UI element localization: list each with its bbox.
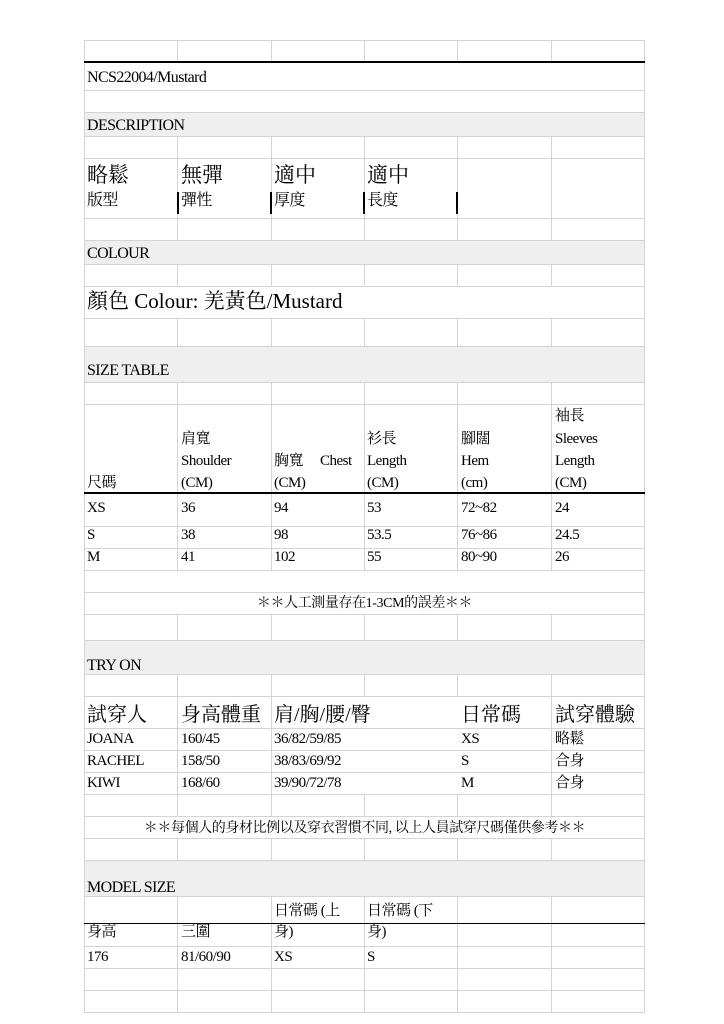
size-table-note: ＊＊人工測量存在1-3CM的誤差＊＊ xyxy=(256,596,473,611)
col-hem-en: Hem xyxy=(461,453,489,469)
try-on-cell: 39/90/72/78 xyxy=(274,775,342,791)
size-cell: S xyxy=(87,527,95,543)
col-hem-unit: (cm) xyxy=(461,475,488,491)
size-cell: M xyxy=(87,549,100,565)
col-sleeves-en2: Length xyxy=(555,453,595,469)
try-on-cell: 158/50 xyxy=(181,753,220,769)
try-on-note: ＊＊每個人的身材比例以及穿衣習慣不同, 以上人員試穿尺碼僅供參考＊＊ xyxy=(143,821,586,836)
spec-sheet xyxy=(84,40,645,1012)
try-on-cell: M xyxy=(461,775,474,791)
model-col-top-line2: 身) xyxy=(274,924,293,940)
try-on-col-feedback: 試穿體驗 xyxy=(555,704,635,726)
model-cell: 81/60/90 xyxy=(181,949,231,965)
try-on-band xyxy=(84,640,645,674)
col-sleeves-unit: (CM) xyxy=(555,475,587,491)
try-on-heading: TRY ON xyxy=(87,657,142,674)
product-code: NCS22004/Mustard xyxy=(87,69,207,86)
title-top-rule xyxy=(84,61,645,63)
try-on-cell: 36/82/59/85 xyxy=(274,731,342,747)
model-size-heading: MODEL SIZE xyxy=(87,879,176,896)
size-cell: 102 xyxy=(274,549,295,565)
size-table-heading: SIZE TABLE xyxy=(87,362,169,379)
size-cell: 36 xyxy=(181,500,195,516)
colour-value: 顏色 Colour: 羌黃色/Mustard xyxy=(87,289,343,313)
col-length-unit: (CM) xyxy=(367,475,399,491)
try-on-cell: XS xyxy=(461,731,480,747)
col-shoulder-unit: (CM) xyxy=(181,475,213,491)
attr-thickness-label: 厚度 xyxy=(274,192,305,209)
model-header-rule xyxy=(84,923,645,924)
size-cell: 26 xyxy=(555,549,569,565)
size-cell: 72~82 xyxy=(461,500,497,516)
size-cell: 76~86 xyxy=(461,527,497,543)
try-on-col-size: 日常碼 xyxy=(461,704,521,726)
attr-fit-value: 略鬆 xyxy=(87,163,129,187)
attr-divider xyxy=(456,192,458,214)
col-hem-zh: 腳闊 xyxy=(461,431,491,447)
size-cell: 24.5 xyxy=(555,527,580,543)
col-sleeves-zh: 袖長 xyxy=(555,408,585,424)
col-length-zh: 衫長 xyxy=(367,431,397,447)
size-cell: XS xyxy=(87,500,106,516)
col-chest-unit: (CM) xyxy=(274,475,306,491)
try-on-cell: 38/83/69/92 xyxy=(274,753,342,769)
col-size: 尺碼 xyxy=(87,475,117,491)
size-header-rule xyxy=(84,492,645,494)
attr-stretch-label: 彈性 xyxy=(181,192,212,209)
attr-fit-label: 版型 xyxy=(87,192,118,209)
col-shoulder-en: Shoulder xyxy=(181,453,232,469)
attr-thickness-value: 適中 xyxy=(274,163,316,187)
model-col-top-line1: 日常碼 (上 xyxy=(274,903,340,919)
attr-length-value: 適中 xyxy=(367,163,409,187)
col-shoulder-zh: 肩寬 xyxy=(181,431,211,447)
attr-divider xyxy=(270,192,272,214)
try-on-cell: JOANA xyxy=(87,731,134,747)
attr-stretch-value: 無彈 xyxy=(181,163,223,187)
model-col-bottom-line2: 身) xyxy=(367,924,386,940)
attr-length-label: 長度 xyxy=(367,192,398,209)
col-chest-en: Chest xyxy=(320,453,352,469)
try-on-col-height-weight: 身高體重 xyxy=(181,704,261,726)
size-cell: 94 xyxy=(274,500,288,516)
model-cell: 176 xyxy=(87,949,108,965)
try-on-cell: 合身 xyxy=(555,753,585,769)
size-cell: 24 xyxy=(555,500,569,516)
try-on-cell: KIWI xyxy=(87,775,120,791)
attr-divider xyxy=(363,192,365,214)
col-chest-zh: 胸寬 xyxy=(274,453,304,469)
size-cell: 80~90 xyxy=(461,549,497,565)
description-heading: DESCRIPTION xyxy=(87,117,185,134)
try-on-cell: 160/45 xyxy=(181,731,220,747)
attr-divider xyxy=(177,192,179,214)
try-on-cell: S xyxy=(461,753,469,769)
colour-band xyxy=(84,240,645,264)
col-sleeves-en: Sleeves xyxy=(555,431,598,447)
model-cell: XS xyxy=(274,949,293,965)
try-on-cell: RACHEL xyxy=(87,753,144,769)
try-on-col-tester: 試穿人 xyxy=(87,704,147,726)
try-on-cell: 168/60 xyxy=(181,775,220,791)
size-cell: 53 xyxy=(367,500,381,516)
model-col-bottom-line1: 日常碼 (下 xyxy=(367,903,433,919)
try-on-col-measurements: 肩/胸/腰/臀 xyxy=(274,704,371,726)
try-on-cell: 略鬆 xyxy=(555,731,585,747)
size-cell: 41 xyxy=(181,549,195,565)
colour-heading: COLOUR xyxy=(87,245,150,262)
model-col-height: 身高 xyxy=(87,924,117,940)
size-cell: 53.5 xyxy=(367,527,392,543)
size-cell: 55 xyxy=(367,549,381,565)
try-on-cell: 合身 xyxy=(555,775,585,791)
model-cell: S xyxy=(367,949,375,965)
model-col-measurements: 三圍 xyxy=(181,924,211,940)
col-length-en: Length xyxy=(367,453,407,469)
size-cell: 38 xyxy=(181,527,195,543)
size-cell: 98 xyxy=(274,527,288,543)
